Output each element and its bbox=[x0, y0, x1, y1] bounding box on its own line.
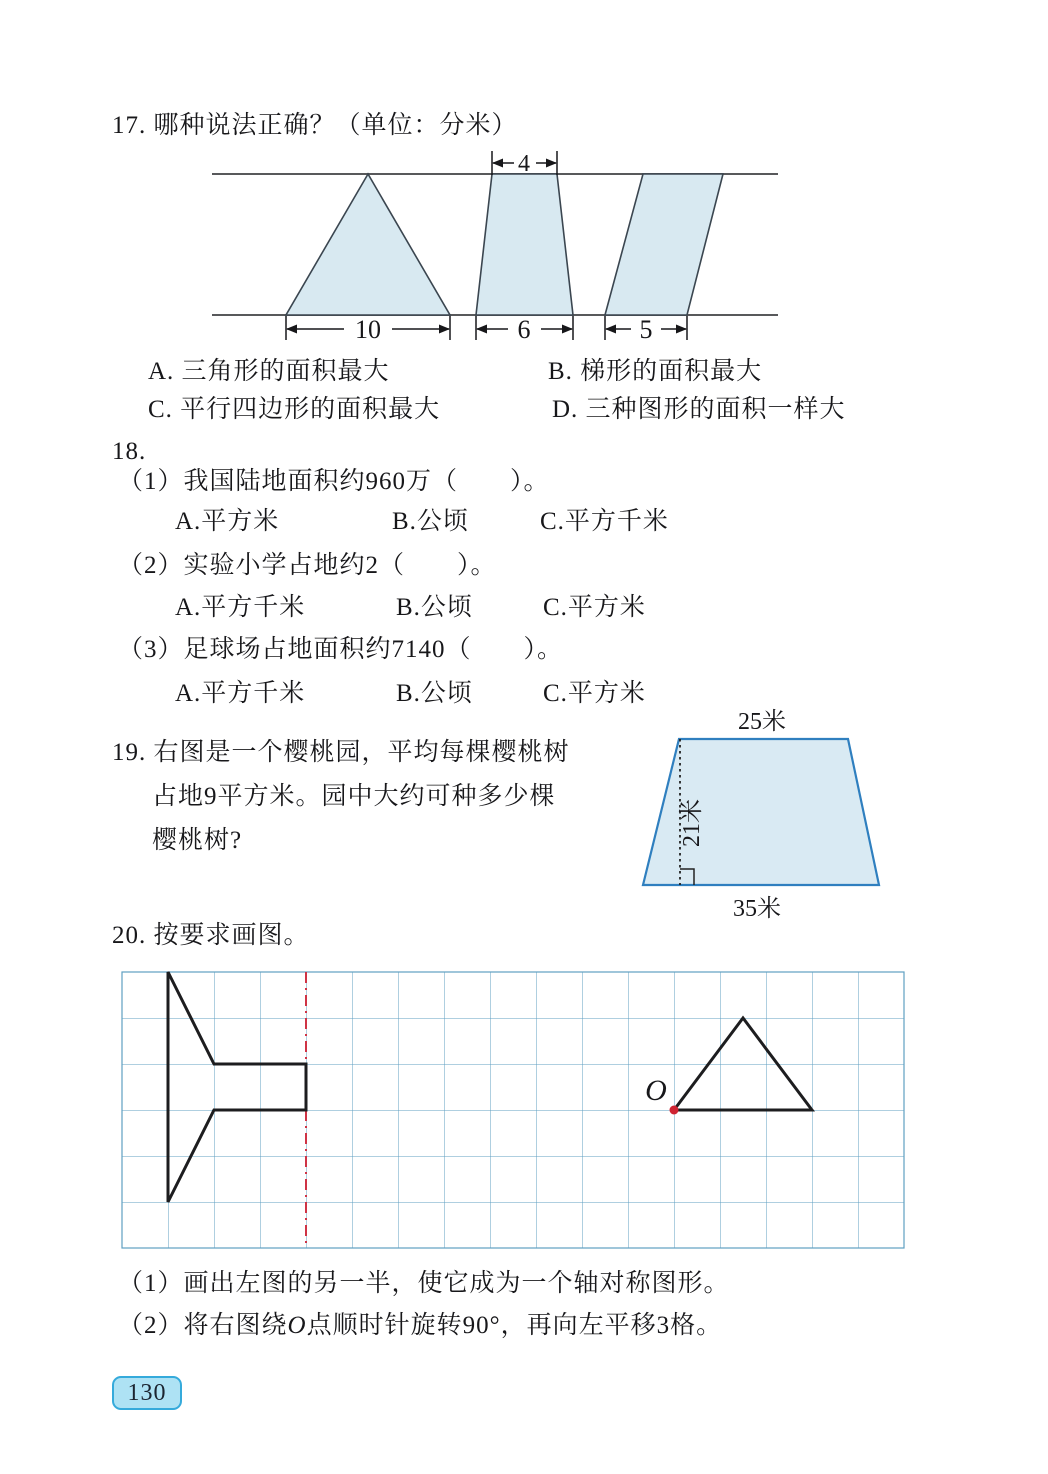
q19-text-line2: 占地9平方米。园中大约可种多少棵 bbox=[152, 783, 556, 810]
dim-label-6: 6 bbox=[517, 315, 531, 344]
q20-sub2 bbox=[118, 1310, 722, 1342]
label-height: 21米 bbox=[679, 799, 705, 847]
rotation-center-label: O bbox=[645, 1074, 667, 1107]
arrow-left-icon bbox=[605, 325, 616, 334]
q17-option-c: C. 平行四边形的面积最大 bbox=[148, 396, 441, 423]
q20-sub2-pre: （2）将右图绕 bbox=[118, 1312, 288, 1339]
page-number: 130 bbox=[127, 1379, 167, 1406]
q18-item2-option-c: C.平方米 bbox=[543, 594, 646, 621]
arrow-right-icon bbox=[676, 325, 687, 334]
arrow-right-icon bbox=[439, 325, 450, 334]
q18-item1-option-a: A.平方米 bbox=[175, 508, 280, 535]
dim-label-10: 10 bbox=[355, 315, 381, 344]
label-top-width: 25米 bbox=[738, 709, 786, 735]
arrow-left-icon bbox=[476, 325, 487, 334]
q17-option-a: A. 三角形的面积最大 bbox=[148, 358, 390, 385]
q18-item3-option-a: A.平方千米 bbox=[175, 680, 306, 707]
q17-title: 17. 哪种说法正确？（单位：分米） bbox=[112, 112, 518, 139]
q18-item3-option-c: C.平方米 bbox=[543, 680, 646, 707]
q18-item2-text: （2）实验小学占地约2（ ）。 bbox=[118, 552, 497, 579]
triangle-shape bbox=[286, 174, 450, 315]
trapezoid-shape bbox=[476, 174, 573, 315]
dim-label-5: 5 bbox=[639, 315, 653, 344]
q17-option-d: D. 三种图形的面积一样大 bbox=[552, 396, 846, 423]
q18-item1-option-b: B.公顷 bbox=[392, 508, 469, 535]
q18-item3-option-b: B.公顷 bbox=[396, 680, 473, 707]
q18-item1-text: （1）我国陆地面积约960万（ ）。 bbox=[118, 468, 550, 495]
q19-figure-svg bbox=[616, 696, 922, 930]
q20-title: 20. 按要求画图。 bbox=[112, 922, 310, 949]
q18-item2-option-b: B.公顷 bbox=[396, 594, 473, 621]
q18-item2-option-a: A.平方千米 bbox=[175, 594, 306, 621]
arrow-right-icon bbox=[546, 159, 557, 168]
arrow-left-icon bbox=[286, 325, 297, 334]
rotation-center-dot bbox=[670, 1106, 679, 1115]
q19-text-line3: 樱桃树? bbox=[152, 827, 243, 854]
q17-option-b: B. 梯形的面积最大 bbox=[548, 358, 763, 385]
q20-grid-svg bbox=[120, 970, 907, 1251]
page-number-badge bbox=[112, 1376, 182, 1410]
q20-sub2-o: O bbox=[287, 1312, 307, 1339]
arrow-left-icon bbox=[492, 159, 503, 168]
parallelogram-shape bbox=[605, 174, 723, 315]
label-bottom-width: 35米 bbox=[733, 896, 781, 922]
q18-item3-text: （3）足球场占地面积约7140（ ）。 bbox=[118, 636, 564, 663]
dim-label-4: 4 bbox=[518, 151, 530, 177]
arrow-right-icon bbox=[562, 325, 573, 334]
q18-item1-option-c: C.平方千米 bbox=[540, 508, 669, 535]
q18-number: 18. bbox=[112, 438, 147, 465]
q20-sub2-post: 点顺时针旋转90°，再向左平移3格。 bbox=[306, 1312, 723, 1339]
q17-figure-svg bbox=[190, 146, 802, 352]
q20-sub1: （1）画出左图的另一半，使它成为一个轴对称图形。 bbox=[118, 1270, 730, 1297]
q19-text-line1: 19. 右图是一个樱桃园，平均每棵樱桃树 bbox=[112, 739, 570, 766]
